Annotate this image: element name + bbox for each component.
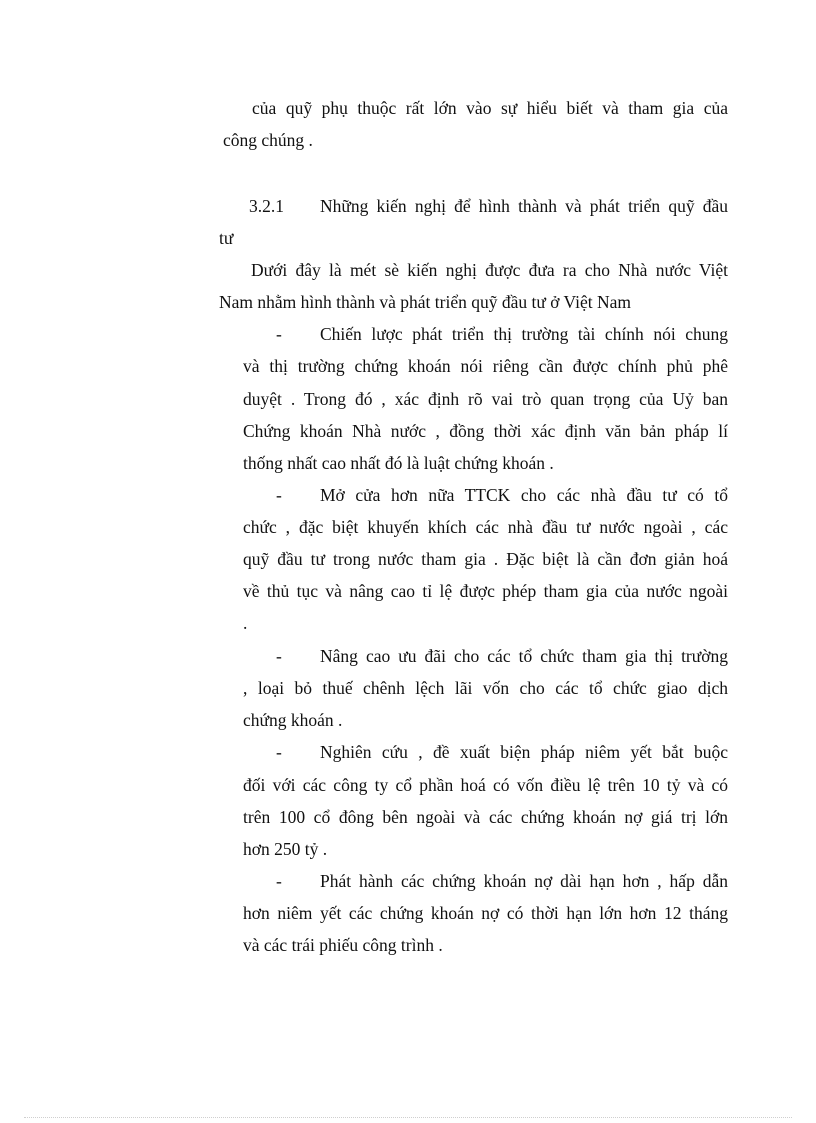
bullet-5-line: và các trái phiếu công trình . [243,935,443,955]
bullet-3-line: chứng khoán . [243,710,343,730]
section-title-continued: tư [219,228,234,248]
bullet-marker: - [276,742,282,762]
bullet-4-line: đối với các công ty cổ phần hoá có vốn điều lệ trên 10 tỷ và có [243,775,728,795]
bullet-2-line: về thủ tục và nâng cao tỉ lệ được phép tham gia của nước ngoài [243,581,728,601]
intro-line-2: công chúng . [223,130,313,150]
page-bottom-rule [24,1117,792,1118]
bullet-marker: - [276,485,282,505]
bullet-4-first-line: Nghiên cứu , đề xuất biện pháp niêm yết bắt buộc [320,742,728,762]
bullet-5-first-line: Phát hành các chứng khoán nợ dài hạn hơn , hấp dẫn [320,871,728,891]
bullet-2-line: quỹ đầu tư trong nước tham gia . Đặc biệt là cần đơn giản hoá [243,549,728,569]
bullet-4-line: trên 100 cổ đông bên ngoài và các chứng khoán nợ giá trị lớn [243,807,728,827]
bullet-1-first-line: Chiến lược phát triển thị trường tài chính nói chung [320,324,728,344]
bullet-1-line: thống nhất cao nhất đó là luật chứng khoán . [243,453,554,473]
section-number: 3.2.1 [249,196,284,216]
bullet-4-line: hơn 250 tỷ . [243,839,328,859]
bullet-5-line: hơn niêm yết các chứng khoán nợ có thời hạn lớn hơn 12 tháng [243,903,728,923]
bullet-1-line: Chứng khoán Nhà nước , đồng thời xác định văn bản pháp lí [243,421,728,441]
bullet-1-line: và thị trường chứng khoán nói riêng cần được chính phủ phê [243,356,728,376]
bullet-2-first-line: Mở cửa hơn nữa TTCK cho các nhà đầu tư có tổ [320,485,728,505]
bullet-marker: - [276,871,282,891]
lead-line-2: Nam nhằm hình thành và phát triển quỹ đầu tư ở Việt Nam [219,292,632,312]
bullet-2-line: chức , đặc biệt khuyến khích các nhà đầu tư nước ngoài , các [243,517,728,537]
intro-line-1: của quỹ phụ thuộc rất lớn vào sự hiểu biết và tham gia của [252,98,728,118]
bullet-marker: - [276,324,282,344]
bullet-3-first-line: Nâng cao ưu đãi cho các tổ chức tham gia thị trường [320,646,728,666]
lead-line-1: Dưới đây là mét sè kiến nghị được đưa ra cho Nhà nước Việt [251,260,728,280]
bullet-marker: - [276,646,282,666]
section-title: Những kiến nghị để hình thành và phát triển quỹ đầu [320,196,728,216]
bullet-2-line: . [243,613,248,633]
bullet-3-line: , loại bỏ thuế chênh lệch lãi vốn cho các tổ chức giao dịch [243,678,728,698]
bullet-1-line: duyệt . Trong đó , xác định rõ vai trò quan trọng của Uỷ ban [243,389,728,409]
